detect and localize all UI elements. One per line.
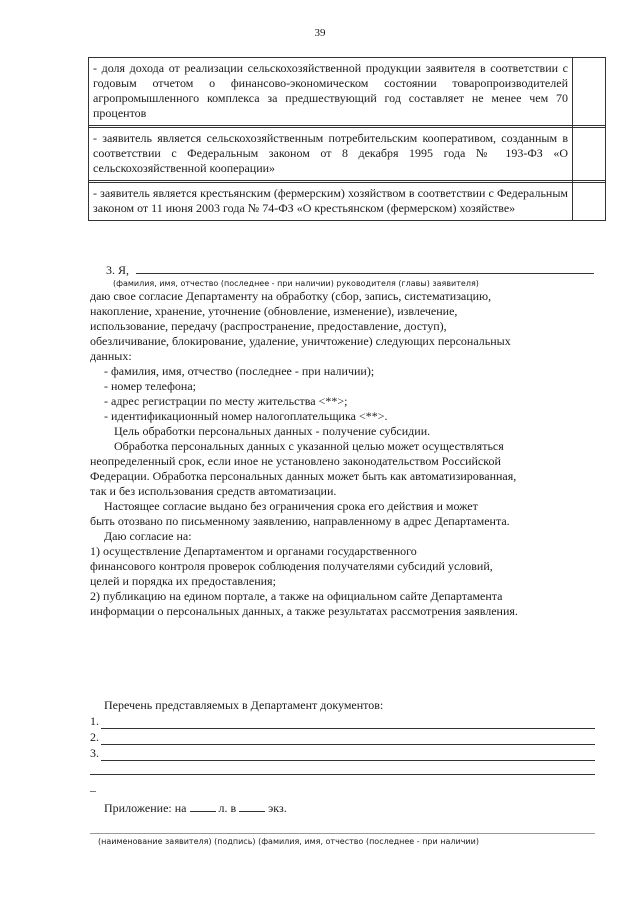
processing-line: Федерации. Обработка персональных данных может быть как автоматизированная, — [90, 469, 517, 483]
consent-line: обезличивание, блокирование, удаление, уничтожение) следующих персональных — [90, 334, 511, 348]
document-field[interactable] — [101, 717, 595, 729]
appendix-pages-field[interactable] — [190, 800, 216, 812]
document-number: 1. — [90, 714, 99, 728]
criteria-checkbox-cell[interactable] — [573, 128, 606, 181]
document-line — [90, 713, 595, 729]
criteria-row — [89, 58, 606, 126]
criteria-checkbox-cell[interactable] — [573, 183, 606, 221]
agree-item-2: 2) публикацию на едином портале, а также на официальном сайте Департамента — [90, 589, 503, 603]
agree-item-1: финансового контроля проверок соблюдения получателями субсидий условий, — [90, 559, 493, 573]
agree-item-2: информации о персональных данных, а также результатах рассмотрения заявления. — [90, 604, 518, 618]
data-item: - номер телефона; — [104, 379, 196, 393]
data-item: - адрес регистрации по месту жительства <**>; — [104, 394, 348, 408]
validity-line: быть отозвано по письменному заявлению, направленному в адрес Департамента. — [90, 514, 510, 528]
consent-line: накопление, хранение, уточнение (обновление, изменение), извлечение, — [90, 304, 458, 318]
document-field[interactable] — [101, 733, 595, 745]
document-extra-field[interactable] — [90, 773, 595, 775]
data-item: - идентификационный номер налогоплательщика <**>. — [104, 409, 388, 423]
appendix-line — [90, 800, 595, 816]
appendix-copies-label: экз. — [268, 801, 287, 815]
document-line — [90, 729, 595, 745]
page-number: 39 — [314, 27, 326, 39]
agree-heading: Даю согласие на: — [104, 529, 192, 543]
agree-item-1: целей и порядка их предоставления; — [90, 574, 276, 588]
criteria-row — [89, 128, 606, 181]
consent-line: использование, передачу (распространение, предоставление, доступ), — [90, 319, 447, 333]
criteria-text: - заявитель является крестьянским (фермерским) хозяйством в соответствии с Федеральным законом от 11 июня 2003 года № 74-ФЗ «О крестьянском (фермерском) хозяйстве» — [89, 183, 573, 221]
document-field[interactable] — [101, 749, 595, 761]
consent-section — [90, 262, 595, 619]
criteria-row — [89, 183, 606, 221]
consent-line: даю свое согласие Департаменту на обработку (сбор, запись, систематизацию, — [90, 289, 492, 303]
signature-caption: (наименование заявителя) (подпись) (фамилия, имя, отчество (последнее - при наличии) — [98, 837, 479, 846]
purpose-line: Цель обработки персональных данных - получение субсидии. — [114, 424, 431, 438]
appendix-label: Приложение: на — [104, 801, 187, 815]
processing-line: так и без использования средств автоматизации. — [90, 484, 337, 498]
consent-line: данных: — [90, 349, 132, 363]
criteria-text: - доля дохода от реализации сельскохозяйственной продукции заявителя в соответствии с годовым отчетом о финансово-экономическом состоянии товаропроизводителей агропромышленного комплекса за предшествующий год составляет не менее чем 70 процентов — [89, 58, 573, 126]
criteria-text: - заявитель является сельскохозяйственным потребительским кооперативом, созданным в соответствии с Федеральным законом от 8 декабря 1995 года № 193-ФЗ «О сельскохозяйственной кооперации» — [89, 128, 573, 181]
document-dash: – — [90, 783, 96, 797]
consent-intro-label: 3. Я, — [106, 263, 130, 277]
name-caption: (фамилия, имя, отчество (последнее - при наличии) руководителя (главы) заявителя) — [113, 279, 479, 288]
appendix-pages-label: л. в — [218, 801, 237, 815]
criteria-checkbox-cell[interactable] — [573, 58, 606, 126]
data-item: - фамилия, имя, отчество (последнее - при наличии); — [104, 364, 375, 378]
criteria-table — [88, 57, 606, 221]
documents-heading: Перечень представляемых в Департамент документов: — [104, 698, 384, 712]
document-number: 3. — [90, 746, 99, 760]
document-line — [90, 745, 595, 761]
appendix-copies-field[interactable] — [239, 800, 265, 812]
validity-line: Настоящее согласие выдано без ограничения срока его действия и может — [104, 499, 478, 513]
documents-section — [90, 698, 595, 816]
processing-line: Обработка персональных данных с указанной целью может осуществляться — [114, 439, 504, 453]
applicant-name-field[interactable] — [136, 262, 594, 274]
signature-line[interactable] — [90, 833, 595, 834]
processing-line: неопределенный срок, если иное не установлено законодательством Российской — [90, 454, 501, 468]
agree-item-1: 1) осуществление Департаментом и органами государственного — [90, 544, 417, 558]
document-number: 2. — [90, 730, 99, 744]
